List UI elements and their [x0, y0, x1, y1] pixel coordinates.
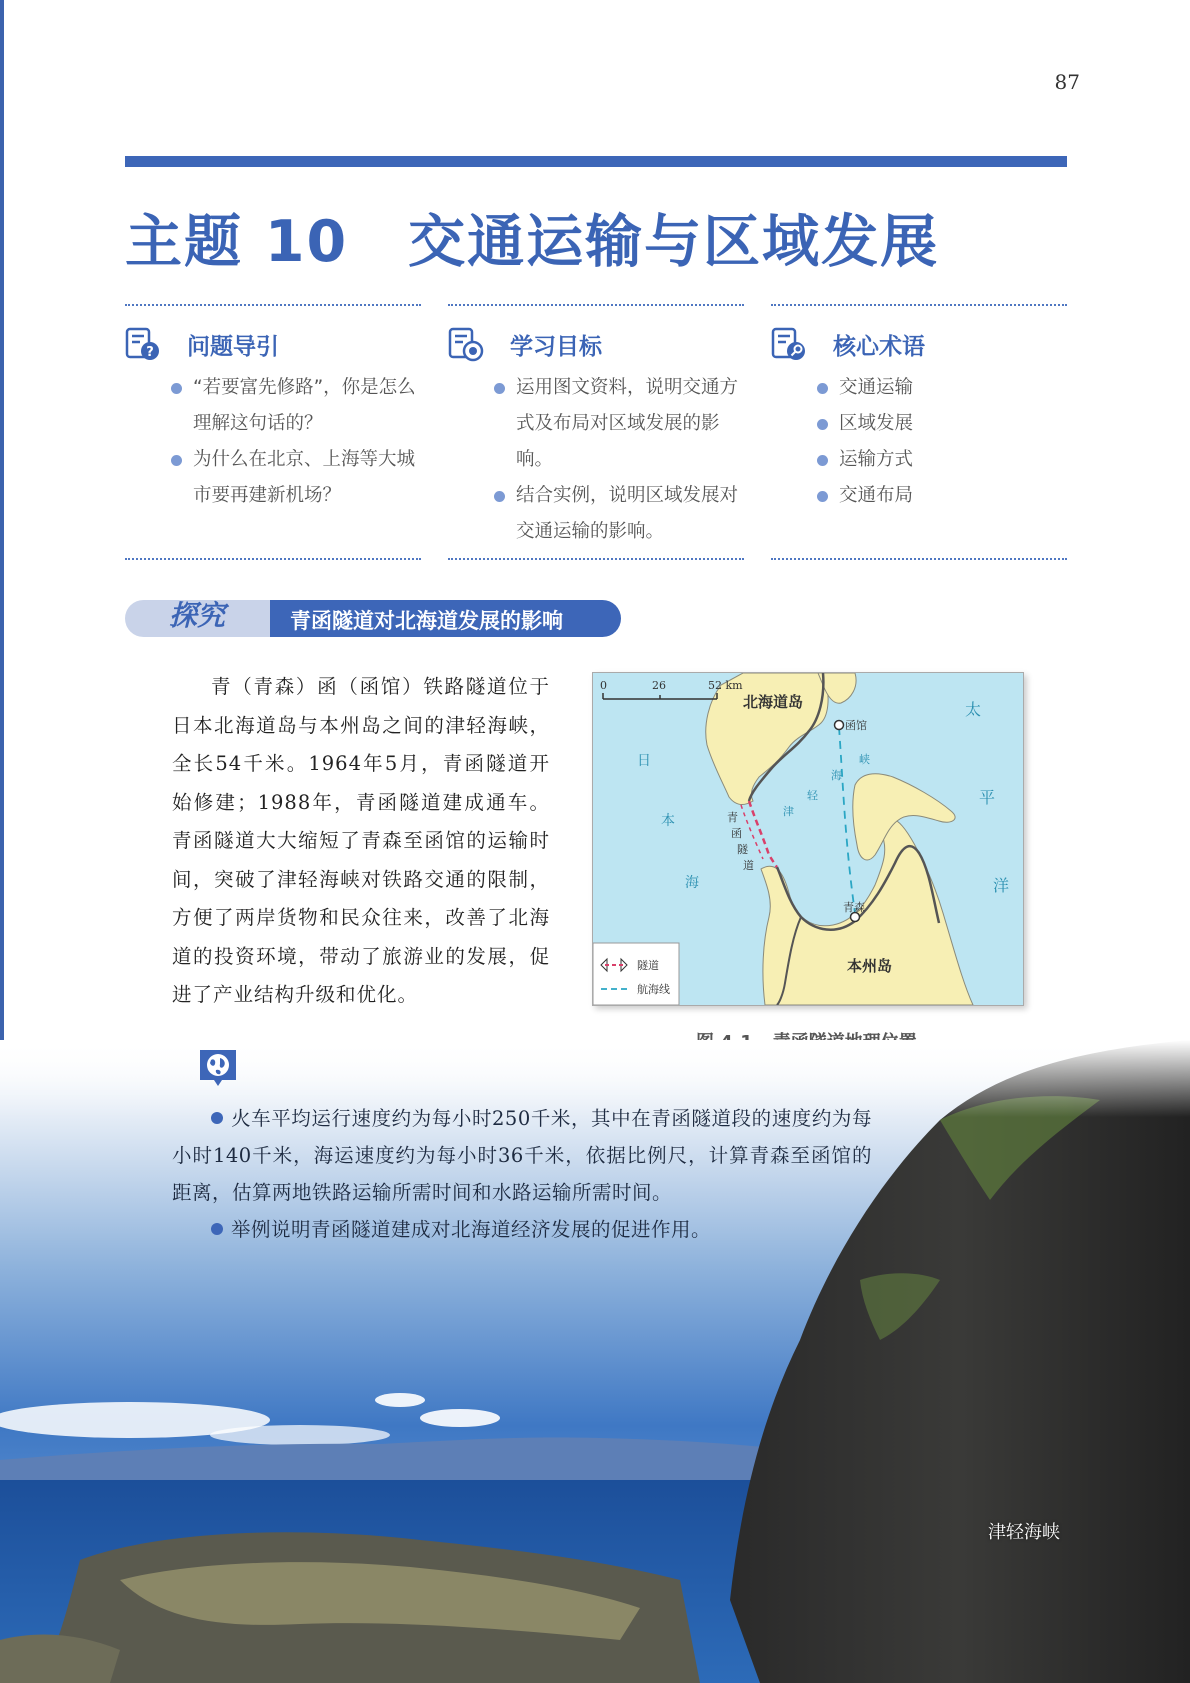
page-number: 87: [1054, 70, 1080, 94]
explore-title: 青函隧道对北海道发展的影响: [290, 609, 563, 633]
box-title: 学习目标: [510, 334, 602, 360]
label-sea-ben: 本: [661, 813, 675, 829]
chapter-name: 交通运输与区域发展: [408, 209, 940, 275]
activity-item: 举例说明青函隧道建成对北海道经济发展的促进作用。: [172, 1211, 872, 1248]
map-svg: [593, 673, 1023, 1005]
label-strait-qing: 轻: [807, 789, 818, 802]
list-item: 运输方式: [813, 442, 1071, 478]
list-item: 区域发展: [813, 406, 1071, 442]
separator-dots: [125, 304, 421, 306]
label-honshu: 本州岛: [847, 957, 893, 975]
map-figure: [592, 672, 1024, 1006]
explore-header: [125, 600, 621, 637]
chapter-title: [125, 196, 940, 275]
magnifier-doc-icon: [771, 326, 807, 362]
label-sea-ri: 日: [637, 753, 651, 769]
label-ocean-ping: 平: [979, 788, 996, 807]
scale-zero: 0: [600, 679, 607, 692]
legend-route-label: 航海线: [637, 983, 670, 996]
scale-end: 52 km: [708, 679, 743, 692]
label-strait-jin: 津: [783, 805, 794, 818]
title-rule: [125, 156, 1067, 167]
explore-paragraph: 青（青森）函（函馆）铁路隧道位于日本北海道岛与本州岛之间的津轻海峡，全长54千米。1964年5月，青函隧道开始修建；1988年，青函隧道建成通车。青函隧道大大缩短了青森至函馆的运输时间，突破了津轻海峡对铁路交通的限制，方便了两岸货物和民众往来，改善了北海道的投资环境，带动了旅游业的发展，促进了产业结构升级和优化。: [172, 675, 550, 1006]
list-item: 结合实例，说明区域发展对交通运输的影响。: [490, 478, 748, 550]
box-title: 核心术语: [833, 334, 925, 360]
list-item: 交通布局: [813, 478, 1071, 514]
label-hakodate: 函馆: [845, 719, 867, 732]
activity-item: 火车平均运行速度约为每小时250千米，其中在青函隧道段的速度约为每小时140千米，海运速度约为每小时36千米，依据比例尺，计算青森至函馆的距离，估算两地铁路运输所需时间和水路运输所需时间。: [172, 1107, 872, 1204]
label-tunnel-dao: 道: [743, 859, 754, 872]
label-hokkaido: 北海道岛: [743, 693, 804, 711]
learning-goals-box: [448, 324, 748, 550]
separator-dots: [125, 558, 421, 560]
legend-tunnel-label: 隧道: [637, 959, 659, 972]
guide-questions-box: [125, 324, 425, 514]
svg-text:?: ?: [146, 345, 154, 360]
key-terms-box: [771, 324, 1071, 514]
photo-caption: 津轻海峡: [988, 1522, 1060, 1543]
separator-dots: [448, 558, 744, 560]
list-item: 交通运输: [813, 370, 1071, 406]
question-doc-icon: [125, 326, 161, 362]
bullet-dot: [211, 1112, 223, 1124]
label-tunnel-han: 函: [731, 827, 742, 840]
target-doc-icon: [448, 326, 484, 362]
label-tunnel-sui: 隧: [737, 843, 748, 856]
label-sea-hai: 海: [685, 875, 699, 891]
bullet-dot: [211, 1223, 223, 1235]
label-ocean-tai: 太: [965, 700, 982, 719]
label-tunnel-qing: 青: [727, 811, 738, 824]
chapter-label: 主题 10: [125, 209, 349, 275]
label-aomori: 青森: [843, 901, 865, 914]
list-item: 为什么在北京、上海等大城市要再建新机场？: [167, 442, 425, 514]
label-ocean-yang: 洋: [993, 876, 1010, 895]
label-strait-xia: 峡: [859, 753, 870, 766]
separator-dots: [771, 304, 1067, 306]
scale-mid: 26: [652, 679, 666, 692]
label-strait-hai: 海: [831, 769, 842, 782]
list-item: “若要富先修路”，你是怎么理解这句话的？: [167, 370, 425, 442]
list-item: 运用图文资料，说明交通方式及布局对区域发展的影响。: [490, 370, 748, 478]
separator-dots: [448, 304, 744, 306]
explore-label: 探究: [169, 599, 226, 632]
separator-dots: [771, 558, 1067, 560]
activity-section: [172, 1100, 872, 1248]
globe-icon: [196, 1046, 240, 1090]
box-title: 问题导引: [187, 334, 279, 360]
